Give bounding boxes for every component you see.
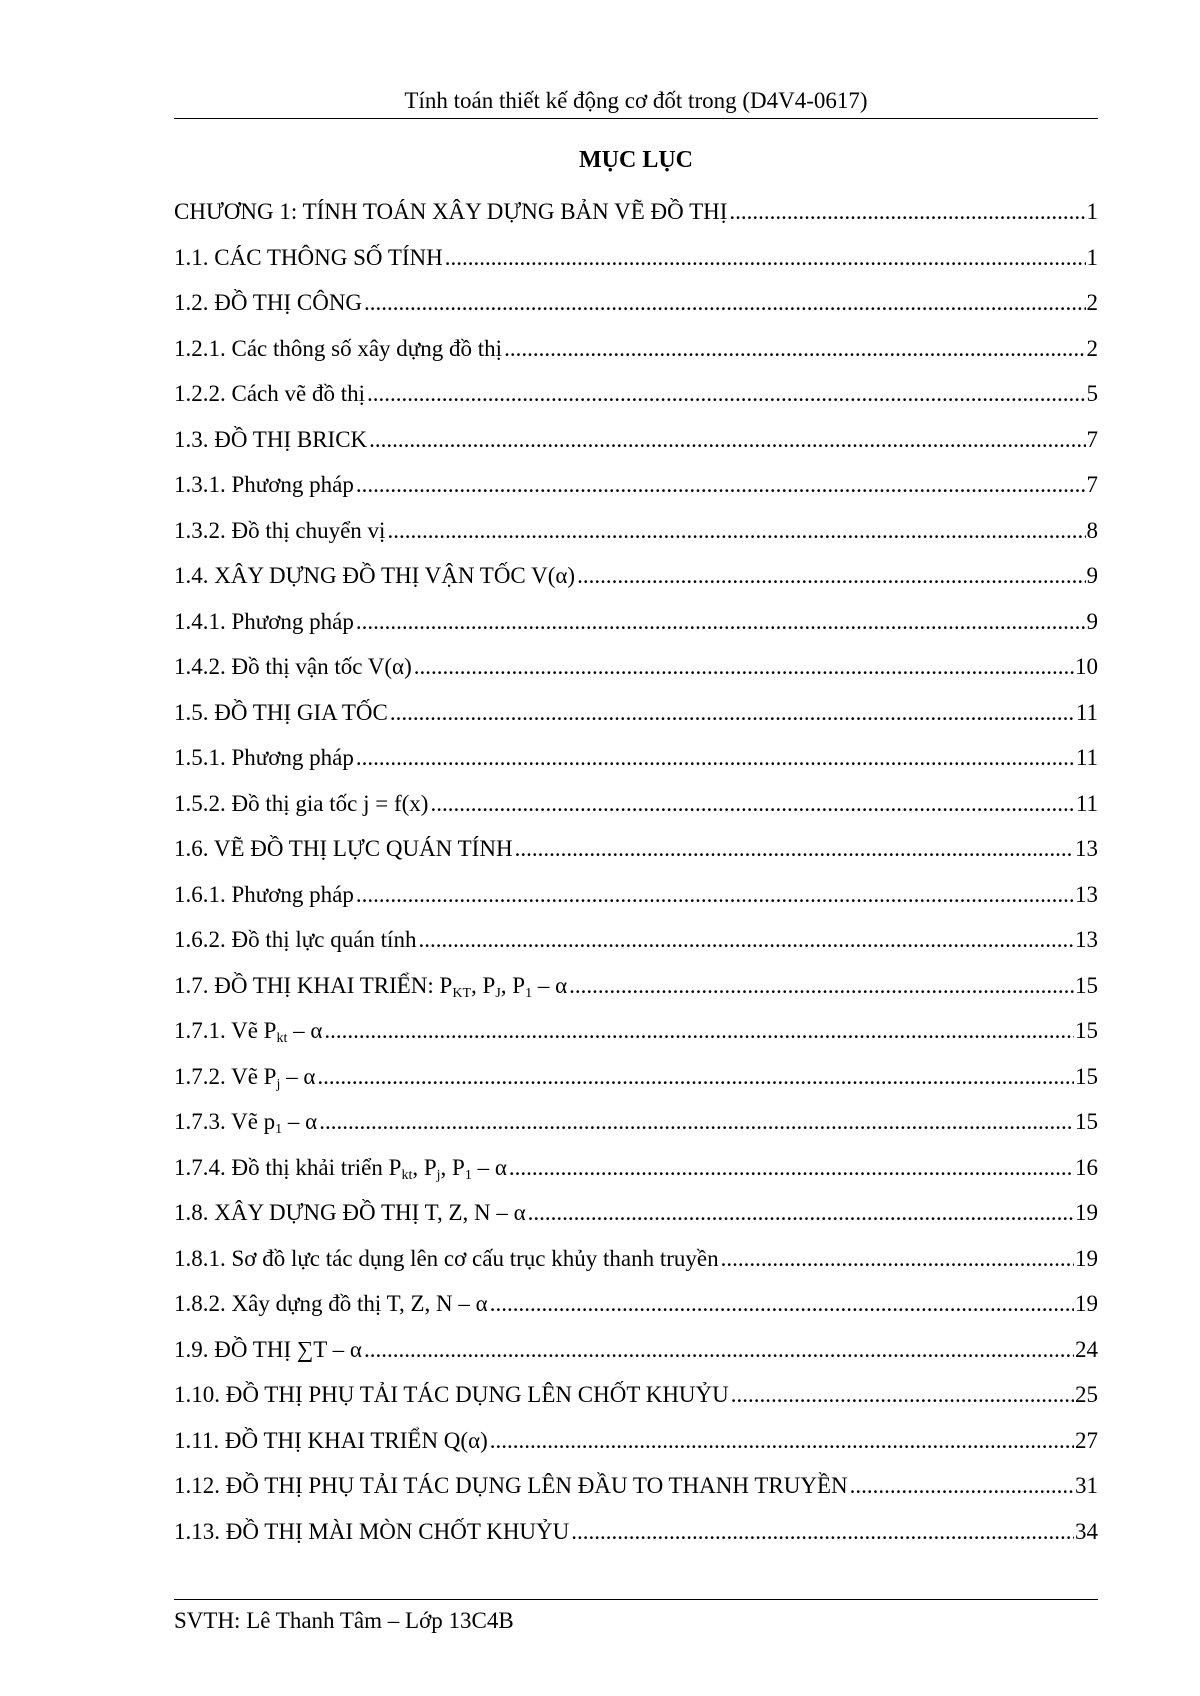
toc-entry[interactable] (174, 744, 1098, 790)
toc-entry-page-number: 13 (1075, 836, 1098, 861)
toc-leader-dots (731, 1381, 1074, 1409)
toc-entry-page-number: 15 (1075, 1063, 1098, 1089)
toc-entry-title: 1.3.2. Đồ thị chuyển vị (174, 517, 386, 543)
toc-entry[interactable] (174, 926, 1098, 972)
toc-entry-title: 1.4.2. Đồ thị vận tốc V(α) (174, 654, 412, 679)
toc-entry[interactable] (174, 653, 1098, 699)
toc-leader-dots (504, 335, 1085, 363)
toc-entry-page-number: 11 (1075, 745, 1098, 770)
toc-entry-page-number: 8 (1086, 517, 1098, 543)
toc-entry-title: 1.7.4. Đồ thị khải triển $P_{kt}$, $P_j$, $P_1$ – α (174, 1154, 507, 1183)
toc-entry-title: 1.4. XÂY DỰNG ĐỒ THỊ VẬN TỐC V(α) (174, 563, 576, 588)
toc-entry-title: 1.8. XÂY DỰNG ĐỒ THỊ T, Z, N – α (174, 1200, 526, 1225)
toc-entry[interactable] (174, 380, 1098, 426)
toc-entry-title: 1.11. ĐỒ THỊ KHAI TRIỂN Q(α) (174, 1427, 488, 1453)
toc-entry-page-number: 15 (1075, 1109, 1098, 1134)
toc-entry[interactable] (174, 1518, 1098, 1564)
toc-leader-dots (319, 1108, 1074, 1136)
toc-leader-dots (509, 1154, 1074, 1182)
toc-leader-dots (364, 1336, 1074, 1364)
toc-leader-dots (571, 1518, 1074, 1546)
toc-entry[interactable] (174, 1290, 1098, 1336)
toc-leader-dots (577, 562, 1085, 590)
toc-entry-page-number: 5 (1086, 381, 1098, 406)
toc-entry[interactable] (174, 1108, 1098, 1154)
toc-entry-title: 1.7. ĐỒ THỊ KHAI TRIỂN: $P_{KT}$, $P_J$, $P_1$ – α (174, 972, 568, 1001)
toc-leader-dots (356, 881, 1074, 909)
toc-entry-page-number: 24 (1075, 1336, 1098, 1362)
toc-entry-page-number: 7 (1086, 472, 1098, 497)
toc-entry[interactable] (174, 471, 1098, 517)
toc-entry[interactable] (174, 289, 1098, 335)
toc-leader-dots (721, 1245, 1074, 1273)
toc-entry-title: 1.1. CÁC THÔNG SỐ TÍNH (174, 244, 443, 270)
toc-leader-dots (515, 835, 1074, 863)
toc-entry-title: 1.3. ĐỒ THỊ BRICK (174, 426, 368, 452)
toc-entry-title: 1.13. ĐỒ THỊ MÀI MÒN CHỐT KHUỶU (174, 1518, 570, 1544)
toc-leader-dots (356, 608, 1086, 636)
toc-entry-page-number: 2 (1086, 335, 1098, 361)
toc-entry[interactable] (174, 1245, 1098, 1291)
toc-entry-page-number: 19 (1075, 1291, 1098, 1316)
table-of-contents (174, 198, 1098, 1563)
toc-leader-dots (369, 426, 1085, 454)
toc-entry-page-number: 13 (1075, 881, 1098, 907)
toc-entry-title: 1.8.2. Xây dựng đồ thị T, Z, N – α (174, 1291, 488, 1316)
toc-leader-dots (528, 1199, 1074, 1227)
toc-entry-page-number: 2 (1086, 290, 1098, 315)
toc-entry[interactable] (174, 1427, 1098, 1473)
toc-entry[interactable] (174, 608, 1098, 654)
toc-entry-title: 1.2.2. Cách vẽ đồ thị (174, 381, 365, 406)
toc-entry-title: CHƯƠNG 1: TÍNH TOÁN XÂY DỰNG BẢN VẼ ĐỒ THỊ (174, 199, 728, 224)
header-rule (174, 118, 1098, 119)
toc-entry-page-number: 1 (1086, 244, 1098, 270)
toc-entry-page-number: 11 (1075, 699, 1098, 725)
toc-entry-page-number: 10 (1075, 654, 1098, 679)
toc-entry-page-number: 9 (1086, 608, 1098, 634)
toc-entry-title: 1.7.3. Vẽ $p_1$ – α (174, 1109, 318, 1137)
toc-entry-page-number: 13 (1075, 927, 1098, 952)
toc-entry[interactable] (174, 244, 1098, 290)
toc-entry[interactable] (174, 1063, 1098, 1109)
toc-entry[interactable] (174, 517, 1098, 563)
toc-leader-dots (490, 1427, 1074, 1455)
toc-entry-page-number: 34 (1075, 1518, 1098, 1544)
toc-entry-page-number: 27 (1075, 1427, 1098, 1453)
toc-leader-dots (324, 1017, 1074, 1045)
toc-leader-dots (387, 517, 1085, 545)
toc-entry[interactable] (174, 1017, 1098, 1063)
toc-entry[interactable] (174, 1472, 1098, 1518)
toc-entry-title: 1.7.1. Vẽ $P_{kt}$ – α (174, 1018, 323, 1046)
toc-leader-dots (356, 744, 1075, 772)
toc-entry-page-number: 25 (1075, 1382, 1098, 1407)
toc-entry-title: 1.10. ĐỒ THỊ PHỤ TẢI TÁC DỤNG LÊN CHỐT KHUỶU (174, 1382, 729, 1407)
toc-leader-dots (364, 289, 1085, 317)
toc-leader-dots (445, 244, 1086, 272)
toc-entry[interactable] (174, 1154, 1098, 1200)
toc-entry-title: 1.2.1. Các thông số xây dựng đồ thị (174, 335, 503, 361)
toc-leader-dots (850, 1472, 1074, 1500)
toc-leader-dots (317, 1063, 1074, 1091)
toc-entry-page-number: 16 (1075, 1154, 1098, 1180)
toc-entry-page-number: 1 (1086, 199, 1098, 224)
toc-leader-dots (390, 699, 1075, 727)
toc-entry-page-number: 19 (1075, 1200, 1098, 1225)
toc-leader-dots (418, 926, 1074, 954)
toc-leader-dots (414, 653, 1074, 681)
toc-entry-page-number: 9 (1086, 563, 1098, 588)
toc-entry-page-number: 11 (1075, 790, 1098, 816)
toc-entry-title: 1.8.1. Sơ đồ lực tác dụng lên cơ cấu trục khủy thanh truyền (174, 1245, 719, 1271)
toc-entry-title: 1.9. ĐỒ THỊ ∑T – α (174, 1336, 362, 1362)
toc-entry-title: 1.5.1. Phương pháp (174, 745, 354, 770)
toc-leader-dots (569, 972, 1074, 1000)
toc-entry[interactable] (174, 699, 1098, 745)
running-header-title: Tính toán thiết kế động cơ đốt trong (D4V4-0617) (404, 88, 868, 113)
toc-entry[interactable] (174, 426, 1098, 472)
toc-entry-title: 1.6.2. Đồ thị lực quán tính (174, 927, 417, 952)
toc-heading: MỤC LỤC (579, 147, 693, 173)
toc-entry[interactable] (174, 335, 1098, 381)
toc-entry-title: 1.6. VẼ ĐỒ THỊ LỰC QUÁN TÍNH (174, 836, 513, 861)
toc-entry-title: 1.2. ĐỒ THỊ CÔNG (174, 290, 363, 315)
toc-entry-title: 1.4.1. Phương pháp (174, 608, 354, 634)
toc-entry-title: 1.12. ĐỒ THỊ PHỤ TẢI TÁC DỤNG LÊN ĐẦU TO THANH TRUYỀN (174, 1473, 848, 1498)
footer-author: SVTH: Lê Thanh Tâm – Lớp 13C4B (174, 1608, 514, 1633)
toc-entry-page-number: 15 (1075, 972, 1098, 998)
toc-leader-dots (729, 198, 1085, 226)
toc-entry-title: 1.5.2. Đồ thị gia tốc j = f(x) (174, 790, 429, 816)
toc-entry-page-number: 31 (1075, 1473, 1098, 1498)
toc-entry[interactable] (174, 972, 1098, 1018)
toc-entry[interactable] (174, 790, 1098, 836)
toc-entry-title: 1.3.1. Phương pháp (174, 472, 354, 497)
toc-entry[interactable] (174, 562, 1098, 608)
toc-leader-dots (367, 380, 1086, 408)
toc-leader-dots (430, 790, 1074, 818)
toc-entry[interactable] (174, 1381, 1098, 1427)
toc-leader-dots (356, 471, 1086, 499)
toc-entry[interactable] (174, 1199, 1098, 1245)
toc-entry-page-number: 7 (1086, 426, 1098, 452)
toc-entry-page-number: 19 (1075, 1245, 1098, 1271)
toc-entry[interactable] (174, 198, 1098, 244)
toc-entry[interactable] (174, 881, 1098, 927)
toc-entry-title: 1.6.1. Phương pháp (174, 881, 354, 907)
toc-entry-page-number: 15 (1075, 1018, 1098, 1043)
toc-entry-title: 1.7.2. Vẽ $P_j$ – α (174, 1063, 316, 1092)
footer-rule (174, 1599, 1098, 1600)
toc-entry-title: 1.5. ĐỒ THỊ GIA TỐC (174, 699, 388, 725)
toc-leader-dots (490, 1290, 1074, 1318)
toc-entry[interactable] (174, 1336, 1098, 1382)
toc-entry[interactable] (174, 835, 1098, 881)
